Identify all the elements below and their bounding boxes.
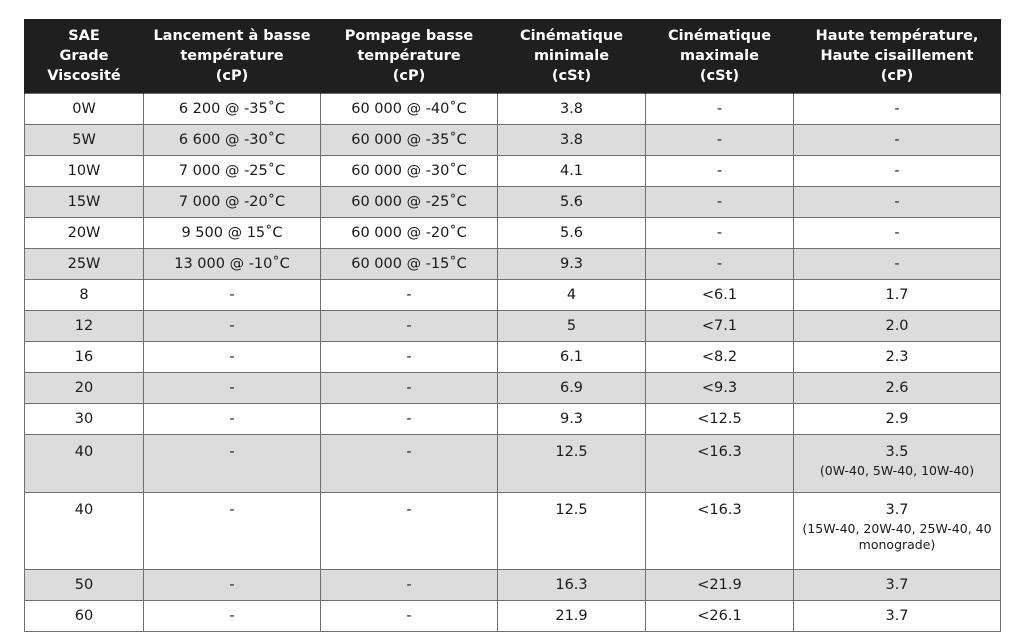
cell-kin-min: 6.1 <box>498 342 646 373</box>
cell-pumping: - <box>321 570 498 601</box>
table-body <box>25 94 1001 632</box>
cell-hths: 1.7 <box>794 280 1001 311</box>
cell-pumping: 60 000 @ -35˚C <box>321 125 498 156</box>
cell-kin-min: 3.8 <box>498 125 646 156</box>
cell-kin-max: - <box>646 249 794 280</box>
table-row <box>25 311 1001 342</box>
table-row <box>25 601 1001 632</box>
cell-kin-min: 5.6 <box>498 218 646 249</box>
cell-grade: 25W <box>25 249 144 280</box>
cell-hths: - <box>794 125 1001 156</box>
table-row <box>25 570 1001 601</box>
cell-cranking: 6 200 @ -35˚C <box>144 94 321 125</box>
header-row <box>25 19 1001 94</box>
cell-kin-min: 9.3 <box>498 404 646 435</box>
cell-hths: - <box>794 94 1001 125</box>
cell-kin-min: 16.3 <box>498 570 646 601</box>
cell-hths <box>794 493 1001 570</box>
cell-hths: - <box>794 249 1001 280</box>
cell-hths: 2.6 <box>794 373 1001 404</box>
cell-hths <box>794 435 1001 493</box>
cell-pumping: - <box>321 373 498 404</box>
cell-hths: - <box>794 187 1001 218</box>
cell-grade: 20W <box>25 218 144 249</box>
header-kinematic-min: Cinématique minimale (cSt) <box>498 19 646 94</box>
cell-kin-max: <9.3 <box>646 373 794 404</box>
cell-grade: 10W <box>25 156 144 187</box>
cell-hths: 3.7 <box>794 601 1001 632</box>
cell-cranking: 9 500 @ 15˚C <box>144 218 321 249</box>
cell-kin-max: - <box>646 94 794 125</box>
cell-grade: 5W <box>25 125 144 156</box>
cell-grade: 40 <box>25 493 144 570</box>
table-row <box>25 435 1001 493</box>
table-row <box>25 280 1001 311</box>
cell-pumping: - <box>321 280 498 311</box>
cell-grade: 0W <box>25 94 144 125</box>
table-row <box>25 187 1001 218</box>
cell-grade: 16 <box>25 342 144 373</box>
cell-hths: 2.9 <box>794 404 1001 435</box>
table-row <box>25 218 1001 249</box>
cell-pumping: - <box>321 342 498 373</box>
cell-kin-min: 12.5 <box>498 435 646 493</box>
table-row <box>25 125 1001 156</box>
table-row <box>25 94 1001 125</box>
cell-pumping: 60 000 @ -25˚C <box>321 187 498 218</box>
cell-hths: 3.7 <box>794 570 1001 601</box>
cell-kin-min: 4 <box>498 280 646 311</box>
table-row <box>25 404 1001 435</box>
cell-pumping: - <box>321 404 498 435</box>
cell-pumping: - <box>321 311 498 342</box>
cell-cranking: - <box>144 493 321 570</box>
cell-kin-min: 4.1 <box>498 156 646 187</box>
cell-cranking: 6 600 @ -30˚C <box>144 125 321 156</box>
cell-hths-value: 3.5 <box>885 444 909 460</box>
cell-hths-note: (15W-40, 20W-40, 25W-40, 40 monograde) <box>802 521 992 552</box>
cell-cranking: - <box>144 373 321 404</box>
cell-kin-max: - <box>646 218 794 249</box>
cell-pumping: 60 000 @ -15˚C <box>321 249 498 280</box>
cell-kin-min: 5 <box>498 311 646 342</box>
header-hths: Haute température, Haute cisaillement (cP) <box>794 19 1001 94</box>
cell-hths: - <box>794 156 1001 187</box>
header-low-temp-pumping: Pompage basse température (cP) <box>321 19 498 94</box>
cell-kin-max: <12.5 <box>646 404 794 435</box>
cell-kin-min: 9.3 <box>498 249 646 280</box>
cell-grade: 12 <box>25 311 144 342</box>
header-sae-grade: SAE Grade Viscosité <box>25 19 144 94</box>
cell-hths: - <box>794 218 1001 249</box>
cell-hths: 2.0 <box>794 311 1001 342</box>
cell-pumping: - <box>321 601 498 632</box>
cell-kin-max: <8.2 <box>646 342 794 373</box>
cell-kin-max: <16.3 <box>646 435 794 493</box>
cell-grade: 50 <box>25 570 144 601</box>
cell-kin-min: 6.9 <box>498 373 646 404</box>
cell-pumping: 60 000 @ -20˚C <box>321 218 498 249</box>
cell-kin-min: 5.6 <box>498 187 646 218</box>
cell-cranking: - <box>144 342 321 373</box>
cell-kin-max: <26.1 <box>646 601 794 632</box>
cell-pumping: 60 000 @ -40˚C <box>321 94 498 125</box>
cell-cranking: - <box>144 570 321 601</box>
sae-viscosity-table <box>24 19 1001 632</box>
cell-cranking: - <box>144 404 321 435</box>
cell-cranking: - <box>144 435 321 493</box>
cell-cranking: - <box>144 601 321 632</box>
cell-pumping: 60 000 @ -30˚C <box>321 156 498 187</box>
cell-kin-max: <21.9 <box>646 570 794 601</box>
cell-kin-max: <16.3 <box>646 493 794 570</box>
cell-grade: 30 <box>25 404 144 435</box>
cell-kin-min: 12.5 <box>498 493 646 570</box>
table-row <box>25 373 1001 404</box>
cell-cranking: 7 000 @ -20˚C <box>144 187 321 218</box>
cell-pumping: - <box>321 435 498 493</box>
cell-kin-min: 3.8 <box>498 94 646 125</box>
cell-cranking: 13 000 @ -10˚C <box>144 249 321 280</box>
cell-grade: 15W <box>25 187 144 218</box>
cell-kin-max: <6.1 <box>646 280 794 311</box>
cell-pumping: - <box>321 493 498 570</box>
table-row <box>25 156 1001 187</box>
header-low-temp-cranking: Lancement à basse température (cP) <box>144 19 321 94</box>
cell-cranking: 7 000 @ -25˚C <box>144 156 321 187</box>
cell-kin-max: - <box>646 187 794 218</box>
cell-grade: 20 <box>25 373 144 404</box>
cell-cranking: - <box>144 280 321 311</box>
cell-kin-max: - <box>646 125 794 156</box>
cell-kin-min: 21.9 <box>498 601 646 632</box>
cell-kin-max: <7.1 <box>646 311 794 342</box>
header-kinematic-max: Cinématique maximale (cSt) <box>646 19 794 94</box>
table-row <box>25 342 1001 373</box>
cell-kin-max: - <box>646 156 794 187</box>
cell-grade: 40 <box>25 435 144 493</box>
cell-hths: 2.3 <box>794 342 1001 373</box>
cell-hths-note: (0W-40, 5W-40, 10W-40) <box>819 463 975 478</box>
cell-cranking: - <box>144 311 321 342</box>
table-row <box>25 249 1001 280</box>
cell-grade: 8 <box>25 280 144 311</box>
table-header <box>25 19 1001 94</box>
cell-grade: 60 <box>25 601 144 632</box>
table-row <box>25 493 1001 570</box>
cell-hths-value: 3.7 <box>885 502 909 518</box>
